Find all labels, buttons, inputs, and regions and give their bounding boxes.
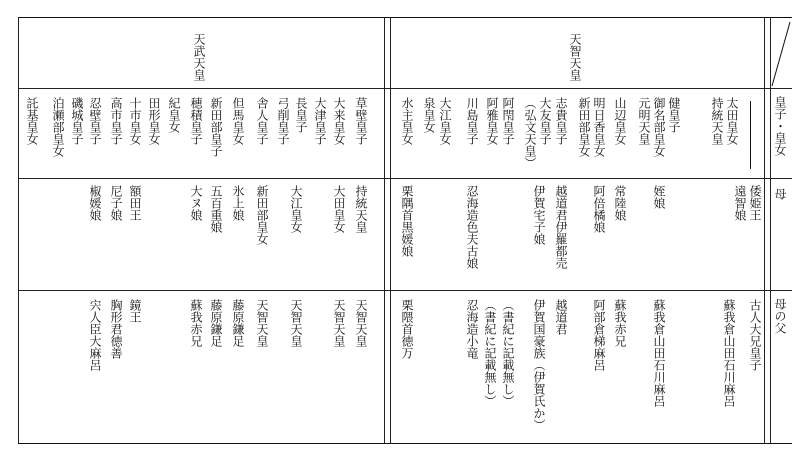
tenmu-child-17: 託基皇女 xyxy=(25,97,39,145)
tenmu-child-14: 忍壁皇子 xyxy=(88,97,102,145)
tenchi-child-15: 泉皇女 xyxy=(422,97,436,133)
tenmu-mother-8: 五百重娘 xyxy=(209,185,223,233)
tenchi-mother-13: 忍海造色夫古娘 xyxy=(465,185,479,269)
tenchi-father-6: 蘇我赤兄 xyxy=(613,299,627,347)
tenmu-child-13: 高市皇子 xyxy=(109,97,123,145)
tenchi-father-16: 栗隈首徳万 xyxy=(400,299,414,359)
tenchi-title: 天智天皇 xyxy=(568,33,582,81)
tenmu-mother-2: 大田皇女 xyxy=(332,185,346,233)
tenchi-child-13: 川島皇子 xyxy=(465,97,479,145)
tenmu-mother-12: 額田王 xyxy=(128,185,142,221)
tenchi-father-4: 蘇我倉山田石川麻呂 xyxy=(652,299,666,407)
tenchi-mother-1: 倭姫王 xyxy=(748,185,762,221)
tenchi-father-10: 伊賀国豪族（伊賀氏か） xyxy=(532,299,546,431)
tenmu-mother-13: 尼子娘 xyxy=(109,185,123,221)
tenmu-child-7: 但馬皇女 xyxy=(231,97,245,145)
tenmu-father-2: 天智天皇 xyxy=(332,299,346,347)
tenchi-child-5: 元明天皇 xyxy=(637,97,651,145)
tenmu-child-6: 舎人皇子 xyxy=(255,97,269,145)
tenchi-father-1: 古人大兄皇子 xyxy=(748,299,762,371)
tenchi-child-8: 新田部皇女 xyxy=(577,97,591,157)
dash-mark xyxy=(750,101,751,169)
tenmu-child-11: 田形皇女 xyxy=(147,97,161,145)
left-border xyxy=(18,18,19,443)
tenmu-mother-7: 氷上娘 xyxy=(231,185,245,221)
tenmu-father-13: 胸形君徳善 xyxy=(109,299,123,359)
section-divider-inner xyxy=(384,18,385,443)
tenchi-mother-6: 常陸娘 xyxy=(613,185,627,221)
right-double-line-inner xyxy=(764,18,765,443)
tenchi-father-12: （書紀に記載無し） xyxy=(483,299,497,407)
tenmu-child-3: 大津皇子 xyxy=(313,97,327,145)
tenchi-child-4: 御名部皇女 xyxy=(652,97,666,157)
tenmu-mother-14: 椒媛娘 xyxy=(88,185,102,221)
tenmu-child-4: 長皇子 xyxy=(294,97,308,133)
tenmu-child-12: 十市皇女 xyxy=(128,97,142,145)
header-mother-father: 母の父 xyxy=(773,298,787,334)
tenmu-child-5: 弓削皇子 xyxy=(276,97,290,145)
tenmu-mother-4: 大江皇女 xyxy=(289,185,303,233)
tenmu-child-15: 磯城皇子 xyxy=(70,97,84,145)
section-divider-outer xyxy=(390,18,391,443)
tenmu-father-4: 天智天皇 xyxy=(289,299,303,347)
tenchi-mother-10: 伊賀宅子娘 xyxy=(532,185,546,245)
header-diagonal xyxy=(770,18,792,88)
tenmu-child-1: 草壁皇子 xyxy=(354,97,368,145)
tenchi-father-2: 蘇我倉山田石川麻呂 xyxy=(722,299,736,407)
mother-father-separator xyxy=(18,290,792,291)
tenmu-mother-6: 新田部皇女 xyxy=(255,185,269,245)
tenchi-child-16: 水主皇女 xyxy=(400,97,414,145)
tenmu-father-8: 藤原鎌足 xyxy=(209,299,223,347)
header-separator xyxy=(18,88,792,89)
tenmu-child-8: 新田部皇子 xyxy=(209,97,223,157)
tenchi-father-13: 忍海造小竜 xyxy=(465,299,479,359)
tenchi-father-7: 阿部倉梯麻呂 xyxy=(592,299,606,371)
tenmu-father-12: 鏡王 xyxy=(128,299,142,323)
tenchi-mother-4: 姪娘 xyxy=(652,185,666,209)
tenchi-child-1: 太田皇女 xyxy=(725,97,739,145)
tenchi-child-12: 阿雅皇女 xyxy=(485,97,499,145)
tenmu-father-7: 藤原鎌足 xyxy=(231,299,245,347)
tenmu-father-6: 天智天皇 xyxy=(255,299,269,347)
tenchi-mother-9: 越道君伊羅都売 xyxy=(554,185,568,269)
tenmu-mother-1: 持統天皇 xyxy=(354,185,368,233)
tenchi-child-14: 大江皇女 xyxy=(438,97,452,145)
tenchi-child-11: 阿閇皇子 xyxy=(501,97,515,145)
tenmu-father-1: 天智天皇 xyxy=(354,299,368,347)
tenchi-child-9: 志貴皇子 xyxy=(554,97,568,145)
tenmu-child-9: 穂積皇子 xyxy=(189,97,203,145)
tenchi-child-10: 大友皇子 xyxy=(538,97,552,145)
header-child: 皇子・皇女 xyxy=(773,96,787,156)
tenchi-mother-16: 栗隅首黒媛娘 xyxy=(400,185,414,257)
tenchi-child-2: 持統天皇 xyxy=(710,97,724,145)
tenmu-child-10: 紀皇女 xyxy=(167,97,181,133)
tenchi-mother-7: 阿倍橘娘 xyxy=(592,185,606,233)
tenchi-child-10-note: （弘文天皇） xyxy=(523,97,537,169)
tenmu-child-2: 大来皇女 xyxy=(332,97,346,145)
tenchi-child-6: 山辺皇女 xyxy=(613,97,627,145)
tenmu-father-9: 蘇我赤兄 xyxy=(189,299,203,347)
tenchi-mother-2: 遠智娘 xyxy=(733,185,747,221)
tenmu-title: 天武天皇 xyxy=(192,33,206,81)
tenchi-child-7: 明日香皇女 xyxy=(592,97,606,157)
tenchi-child-3: 健皇子 xyxy=(667,97,681,133)
genealogy-table xyxy=(18,17,792,444)
tenmu-child-16: 泊瀬部皇女 xyxy=(51,97,65,157)
child-mother-separator xyxy=(18,178,792,179)
tenmu-father-14: 宍人臣大麻呂 xyxy=(88,299,102,371)
header-mother: 母 xyxy=(773,188,787,200)
tenchi-father-9: 越道君 xyxy=(554,299,568,335)
tenchi-father-11: （書紀に記載無し） xyxy=(501,299,515,407)
tenmu-mother-9: 大ヌ娘 xyxy=(189,185,203,221)
